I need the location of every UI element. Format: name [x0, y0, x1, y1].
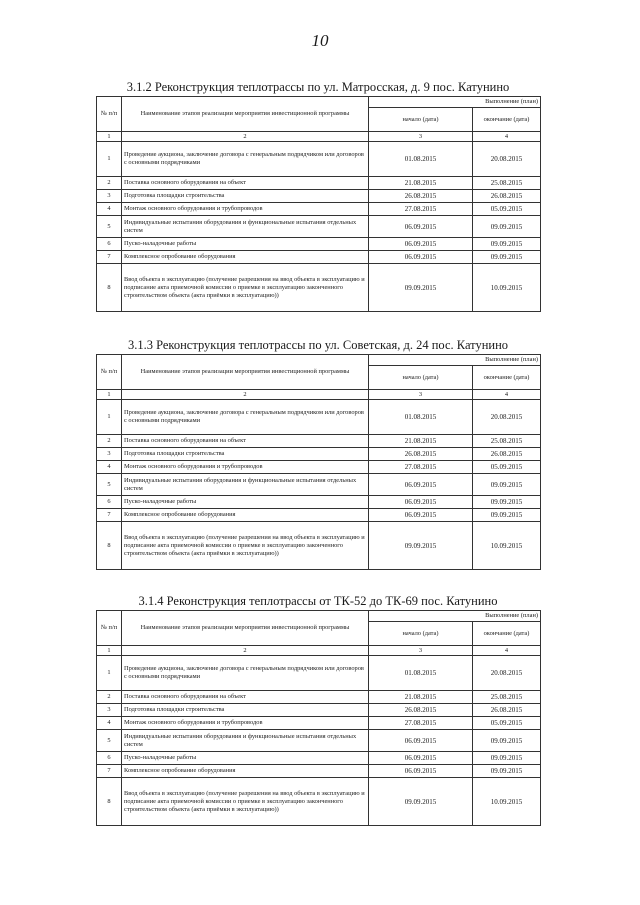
end-date: 10.09.2015: [473, 778, 541, 826]
header-row: [97, 355, 541, 366]
table-row: [97, 216, 541, 238]
start-date: 27.08.2015: [369, 717, 473, 730]
column-index: 3: [369, 132, 473, 142]
table-row: [97, 448, 541, 461]
end-date: 09.09.2015: [473, 509, 541, 522]
stage-name: Подготовка площадки строительства: [122, 704, 369, 717]
start-date: 21.08.2015: [369, 435, 473, 448]
stage-name: Комплексное опробование оборудования: [122, 509, 369, 522]
end-date: 20.08.2015: [473, 656, 541, 691]
plan-table: [96, 610, 541, 826]
row-number: 7: [97, 765, 122, 778]
start-date: 06.09.2015: [369, 509, 473, 522]
header-end-date: окончание (дата): [473, 622, 541, 646]
header-execution: Выполнение (план): [369, 611, 541, 622]
column-index: 3: [369, 646, 473, 656]
column-index: 4: [473, 132, 541, 142]
stage-name: Монтаж основного оборудования и трубопроводов: [122, 461, 369, 474]
start-date: 21.08.2015: [369, 691, 473, 704]
column-index: 2: [122, 132, 369, 142]
stage-name: Монтаж основного оборудования и трубопроводов: [122, 203, 369, 216]
end-date: 26.08.2015: [473, 448, 541, 461]
end-date: 05.09.2015: [473, 203, 541, 216]
row-number: 3: [97, 704, 122, 717]
row-number: 8: [97, 778, 122, 826]
header-stage-name: Наименование этапов реализации мероприятия инвестиционной программы: [122, 611, 369, 646]
row-number: 6: [97, 496, 122, 509]
start-date: 06.09.2015: [369, 238, 473, 251]
header-row: [97, 611, 541, 622]
end-date: 09.09.2015: [473, 474, 541, 496]
plan-table: [96, 96, 541, 312]
column-index: 1: [97, 390, 122, 400]
start-date: 26.08.2015: [369, 448, 473, 461]
end-date: 09.09.2015: [473, 730, 541, 752]
start-date: 06.09.2015: [369, 752, 473, 765]
column-index: 2: [122, 390, 369, 400]
start-date: 06.09.2015: [369, 474, 473, 496]
table-row: [97, 752, 541, 765]
row-number: 2: [97, 177, 122, 190]
header-end-date: окончание (дата): [473, 366, 541, 390]
stage-name: Ввод объекта в эксплуатацию (получение разрешения на ввод объекта в эксплуатацию и подписание акта приемочной комиссии о приемке в эксплуатацию законченного строительством объекта (акта приёмки в эксплуатацию)): [122, 778, 369, 826]
end-date: 25.08.2015: [473, 435, 541, 448]
table-row: [97, 264, 541, 312]
end-date: 20.08.2015: [473, 400, 541, 435]
start-date: 09.09.2015: [369, 264, 473, 312]
start-date: 27.08.2015: [369, 461, 473, 474]
section-3-1-3: [96, 338, 540, 570]
start-date: 01.08.2015: [369, 142, 473, 177]
row-number: 4: [97, 203, 122, 216]
row-number: 7: [97, 251, 122, 264]
column-index: 1: [97, 646, 122, 656]
section-title: 3.1.3 Реконструкция теплотрассы по ул. Советская, д. 24 пос. Катунино: [127, 338, 509, 352]
end-date: 09.09.2015: [473, 251, 541, 264]
start-date: 26.08.2015: [369, 704, 473, 717]
end-date: 10.09.2015: [473, 522, 541, 570]
stage-name: Комплексное опробование оборудования: [122, 251, 369, 264]
stage-name: Проведение аукциона, заключение договора с генеральным подрядчиком или договоров с основными подрядчиками: [122, 656, 369, 691]
row-number: 3: [97, 448, 122, 461]
table-row: [97, 238, 541, 251]
header-execution: Выполнение (план): [369, 97, 541, 108]
end-date: 05.09.2015: [473, 461, 541, 474]
table-row: [97, 704, 541, 717]
table-row: [97, 656, 541, 691]
header-row: [97, 97, 541, 108]
table-row: [97, 251, 541, 264]
row-number: 6: [97, 238, 122, 251]
stage-name: Монтаж основного оборудования и трубопроводов: [122, 717, 369, 730]
page-number: 10: [311, 31, 329, 50]
header-num: № п/п: [97, 355, 122, 390]
header-execution: Выполнение (план): [369, 355, 541, 366]
stage-name: Ввод объекта в эксплуатацию (получение разрешения на ввод объекта в эксплуатацию и подписание акта приемочной комиссии о приемке в эксплуатацию законченного строительством объекта (акта приёмки в эксплуатацию)): [122, 264, 369, 312]
plan-table: [96, 354, 541, 570]
table-row: [97, 435, 541, 448]
table-row: [97, 203, 541, 216]
end-date: 09.09.2015: [473, 496, 541, 509]
stage-name: Индивидуальные испытания оборудования и функциональные испытания отдельных систем: [122, 730, 369, 752]
stage-name: Проведение аукциона, заключение договора с генеральным подрядчиком или договоров с основными подрядчиками: [122, 400, 369, 435]
end-date: 05.09.2015: [473, 717, 541, 730]
row-number: 6: [97, 752, 122, 765]
section-title: 3.1.4 Реконструкция теплотрассы от ТК-52 до ТК-69 пос. Катунино: [138, 594, 498, 608]
table-row: [97, 190, 541, 203]
stage-name: Поставка основного оборудования на объект: [122, 177, 369, 190]
start-date: 26.08.2015: [369, 190, 473, 203]
stage-name: Ввод объекта в эксплуатацию (получение разрешения на ввод объекта в эксплуатацию и подписание акта приемочной комиссии о приемке в эксплуатацию законченного строительством объекта (акта приёмки в эксплуатацию)): [122, 522, 369, 570]
header-start-date: начало (дата): [369, 108, 473, 132]
table-row: [97, 474, 541, 496]
table-row: [97, 691, 541, 704]
row-number: 5: [97, 216, 122, 238]
stage-name: Пуско-наладочные работы: [122, 752, 369, 765]
end-date: 20.08.2015: [473, 142, 541, 177]
header-num: № п/п: [97, 97, 122, 132]
row-number: 1: [97, 142, 122, 177]
column-index: 4: [473, 646, 541, 656]
header-num: № п/п: [97, 611, 122, 646]
header-start-date: начало (дата): [369, 622, 473, 646]
end-date: 25.08.2015: [473, 177, 541, 190]
table-row: [97, 461, 541, 474]
table-row: [97, 522, 541, 570]
end-date: 26.08.2015: [473, 704, 541, 717]
table-row: [97, 717, 541, 730]
stage-name: Индивидуальные испытания оборудования и функциональные испытания отдельных систем: [122, 216, 369, 238]
start-date: 06.09.2015: [369, 251, 473, 264]
section-3-1-4: [96, 594, 540, 826]
start-date: 06.09.2015: [369, 216, 473, 238]
row-number: 4: [97, 461, 122, 474]
start-date: 09.09.2015: [369, 778, 473, 826]
table-row: [97, 509, 541, 522]
table-row: [97, 177, 541, 190]
table-row: [97, 765, 541, 778]
end-date: 09.09.2015: [473, 765, 541, 778]
stage-name: Пуско-наладочные работы: [122, 238, 369, 251]
column-index: 1: [97, 132, 122, 142]
row-number: 2: [97, 691, 122, 704]
stage-name: Подготовка площадки строительства: [122, 190, 369, 203]
column-index: 2: [122, 646, 369, 656]
stage-name: Комплексное опробование оборудования: [122, 765, 369, 778]
header-end-date: окончание (дата): [473, 108, 541, 132]
table-row: [97, 730, 541, 752]
row-number: 8: [97, 264, 122, 312]
header-stage-name: Наименование этапов реализации мероприятия инвестиционной программы: [122, 97, 369, 132]
stage-name: Пуско-наладочные работы: [122, 496, 369, 509]
column-index-row: [97, 646, 541, 656]
stage-name: Поставка основного оборудования на объект: [122, 691, 369, 704]
column-index: 4: [473, 390, 541, 400]
table-row: [97, 142, 541, 177]
table-row: [97, 400, 541, 435]
column-index-row: [97, 132, 541, 142]
start-date: 01.08.2015: [369, 656, 473, 691]
stage-name: Индивидуальные испытания оборудования и функциональные испытания отдельных систем: [122, 474, 369, 496]
row-number: 1: [97, 400, 122, 435]
column-index: 3: [369, 390, 473, 400]
column-index-row: [97, 390, 541, 400]
start-date: 01.08.2015: [369, 400, 473, 435]
start-date: 06.09.2015: [369, 730, 473, 752]
row-number: 5: [97, 474, 122, 496]
start-date: 09.09.2015: [369, 522, 473, 570]
section-title: 3.1.2 Реконструкция теплотрассы по ул. Матросская, д. 9 пос. Катунино: [126, 80, 510, 94]
row-number: 7: [97, 509, 122, 522]
table-row: [97, 778, 541, 826]
end-date: 25.08.2015: [473, 691, 541, 704]
start-date: 06.09.2015: [369, 496, 473, 509]
row-number: 2: [97, 435, 122, 448]
row-number: 3: [97, 190, 122, 203]
row-number: 5: [97, 730, 122, 752]
table-row: [97, 496, 541, 509]
stage-name: Поставка основного оборудования на объект: [122, 435, 369, 448]
header-start-date: начало (дата): [369, 366, 473, 390]
stage-name: Подготовка площадки строительства: [122, 448, 369, 461]
stage-name: Проведение аукциона, заключение договора с генеральным подрядчиком или договоров с основными подрядчиками: [122, 142, 369, 177]
row-number: 4: [97, 717, 122, 730]
start-date: 21.08.2015: [369, 177, 473, 190]
end-date: 10.09.2015: [473, 264, 541, 312]
header-stage-name: Наименование этапов реализации мероприятия инвестиционной программы: [122, 355, 369, 390]
end-date: 09.09.2015: [473, 216, 541, 238]
end-date: 26.08.2015: [473, 190, 541, 203]
section-3-1-2: [96, 80, 540, 312]
row-number: 8: [97, 522, 122, 570]
start-date: 06.09.2015: [369, 765, 473, 778]
end-date: 09.09.2015: [473, 752, 541, 765]
row-number: 1: [97, 656, 122, 691]
start-date: 27.08.2015: [369, 203, 473, 216]
end-date: 09.09.2015: [473, 238, 541, 251]
